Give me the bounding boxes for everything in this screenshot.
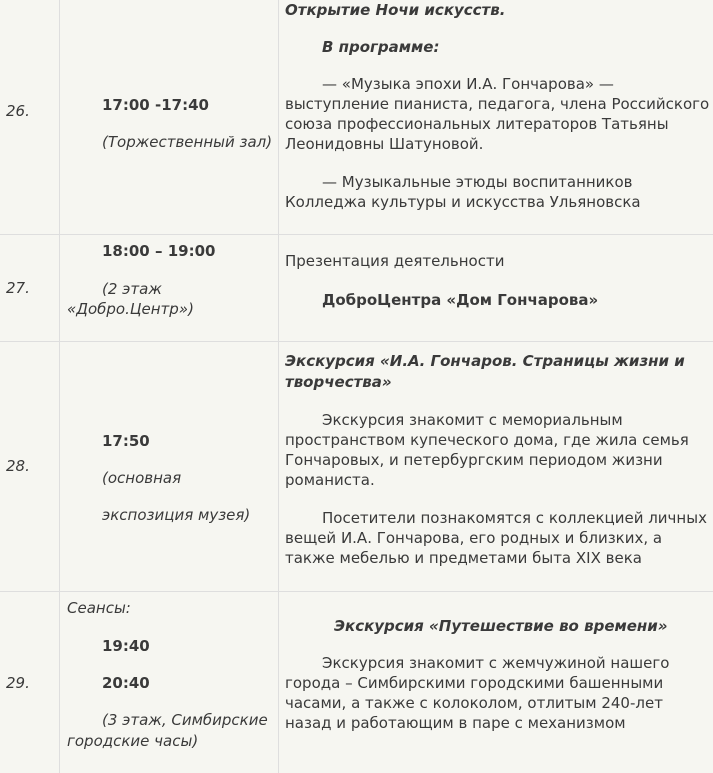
event-title: Экскурсия «Путешествие во времени» bbox=[334, 617, 668, 635]
session-time: 20:40 bbox=[102, 674, 150, 692]
event-time: 18:00 – 19:00 bbox=[102, 242, 216, 260]
program-item: — Музыкальные этюды воспитанников Колледжа культуры и искусства Ульяновска bbox=[285, 173, 641, 211]
table-row bbox=[0, 592, 713, 773]
event-place: (основная bbox=[102, 469, 182, 487]
program-label: В программе: bbox=[322, 38, 440, 56]
event-place: «Добро.Центр») bbox=[67, 300, 194, 318]
event-description: Презентация деятельности bbox=[285, 252, 505, 270]
table-row bbox=[0, 0, 713, 235]
row-number: 28. bbox=[6, 457, 30, 475]
sessions-label: Сеансы: bbox=[67, 599, 131, 617]
event-description: Экскурсия знакомит с мемориальным пространством купеческого дома, где жила семья Гончаровых, и петербургским периодом жизни романиста. bbox=[285, 411, 689, 489]
table-row bbox=[0, 342, 713, 592]
row-number: 26. bbox=[6, 102, 30, 120]
row-number: 27. bbox=[6, 279, 30, 297]
row-number: 29. bbox=[6, 674, 30, 692]
table-row bbox=[0, 235, 713, 342]
event-title: Экскурсия «И.А. Гончаров. Страницы жизни и bbox=[285, 352, 685, 370]
program-item: — «Музыка эпохи И.А. Гончарова» — выступление пианиста, педагога, члена Российского союза профессиональных литераторов Татьяны Леонидовны Шатуновой. bbox=[285, 75, 710, 153]
event-title: Открытие Ночи искусств. bbox=[285, 1, 506, 19]
event-description: Экскурсия знакомит с жемчужиной нашего города – Симбирскими городскими башенными часами, а также с колоколом, отлитым 240-лет назад и работающим в паре с механизмом bbox=[285, 654, 670, 732]
session-time: 19:40 bbox=[102, 637, 150, 655]
event-place: (2 этаж bbox=[102, 280, 162, 298]
event-title: ДоброЦентра «Дом Гончарова» bbox=[322, 291, 599, 309]
event-place: (3 этаж, Симбирские bbox=[102, 711, 268, 729]
event-time: 17:50 bbox=[102, 432, 150, 450]
event-place: (Торжественный зал) bbox=[102, 133, 273, 151]
event-place: городские часы) bbox=[67, 732, 199, 750]
event-description: Посетители познакомятся с коллекцией личных вещей И.А. Гончарова, его родных и близких, а также мебелью и предметами быта XIX века bbox=[285, 509, 707, 567]
event-title: творчества» bbox=[285, 373, 392, 391]
event-place: экспозиция музея) bbox=[102, 506, 251, 524]
event-time: 17:00 -17:40 bbox=[102, 96, 209, 114]
